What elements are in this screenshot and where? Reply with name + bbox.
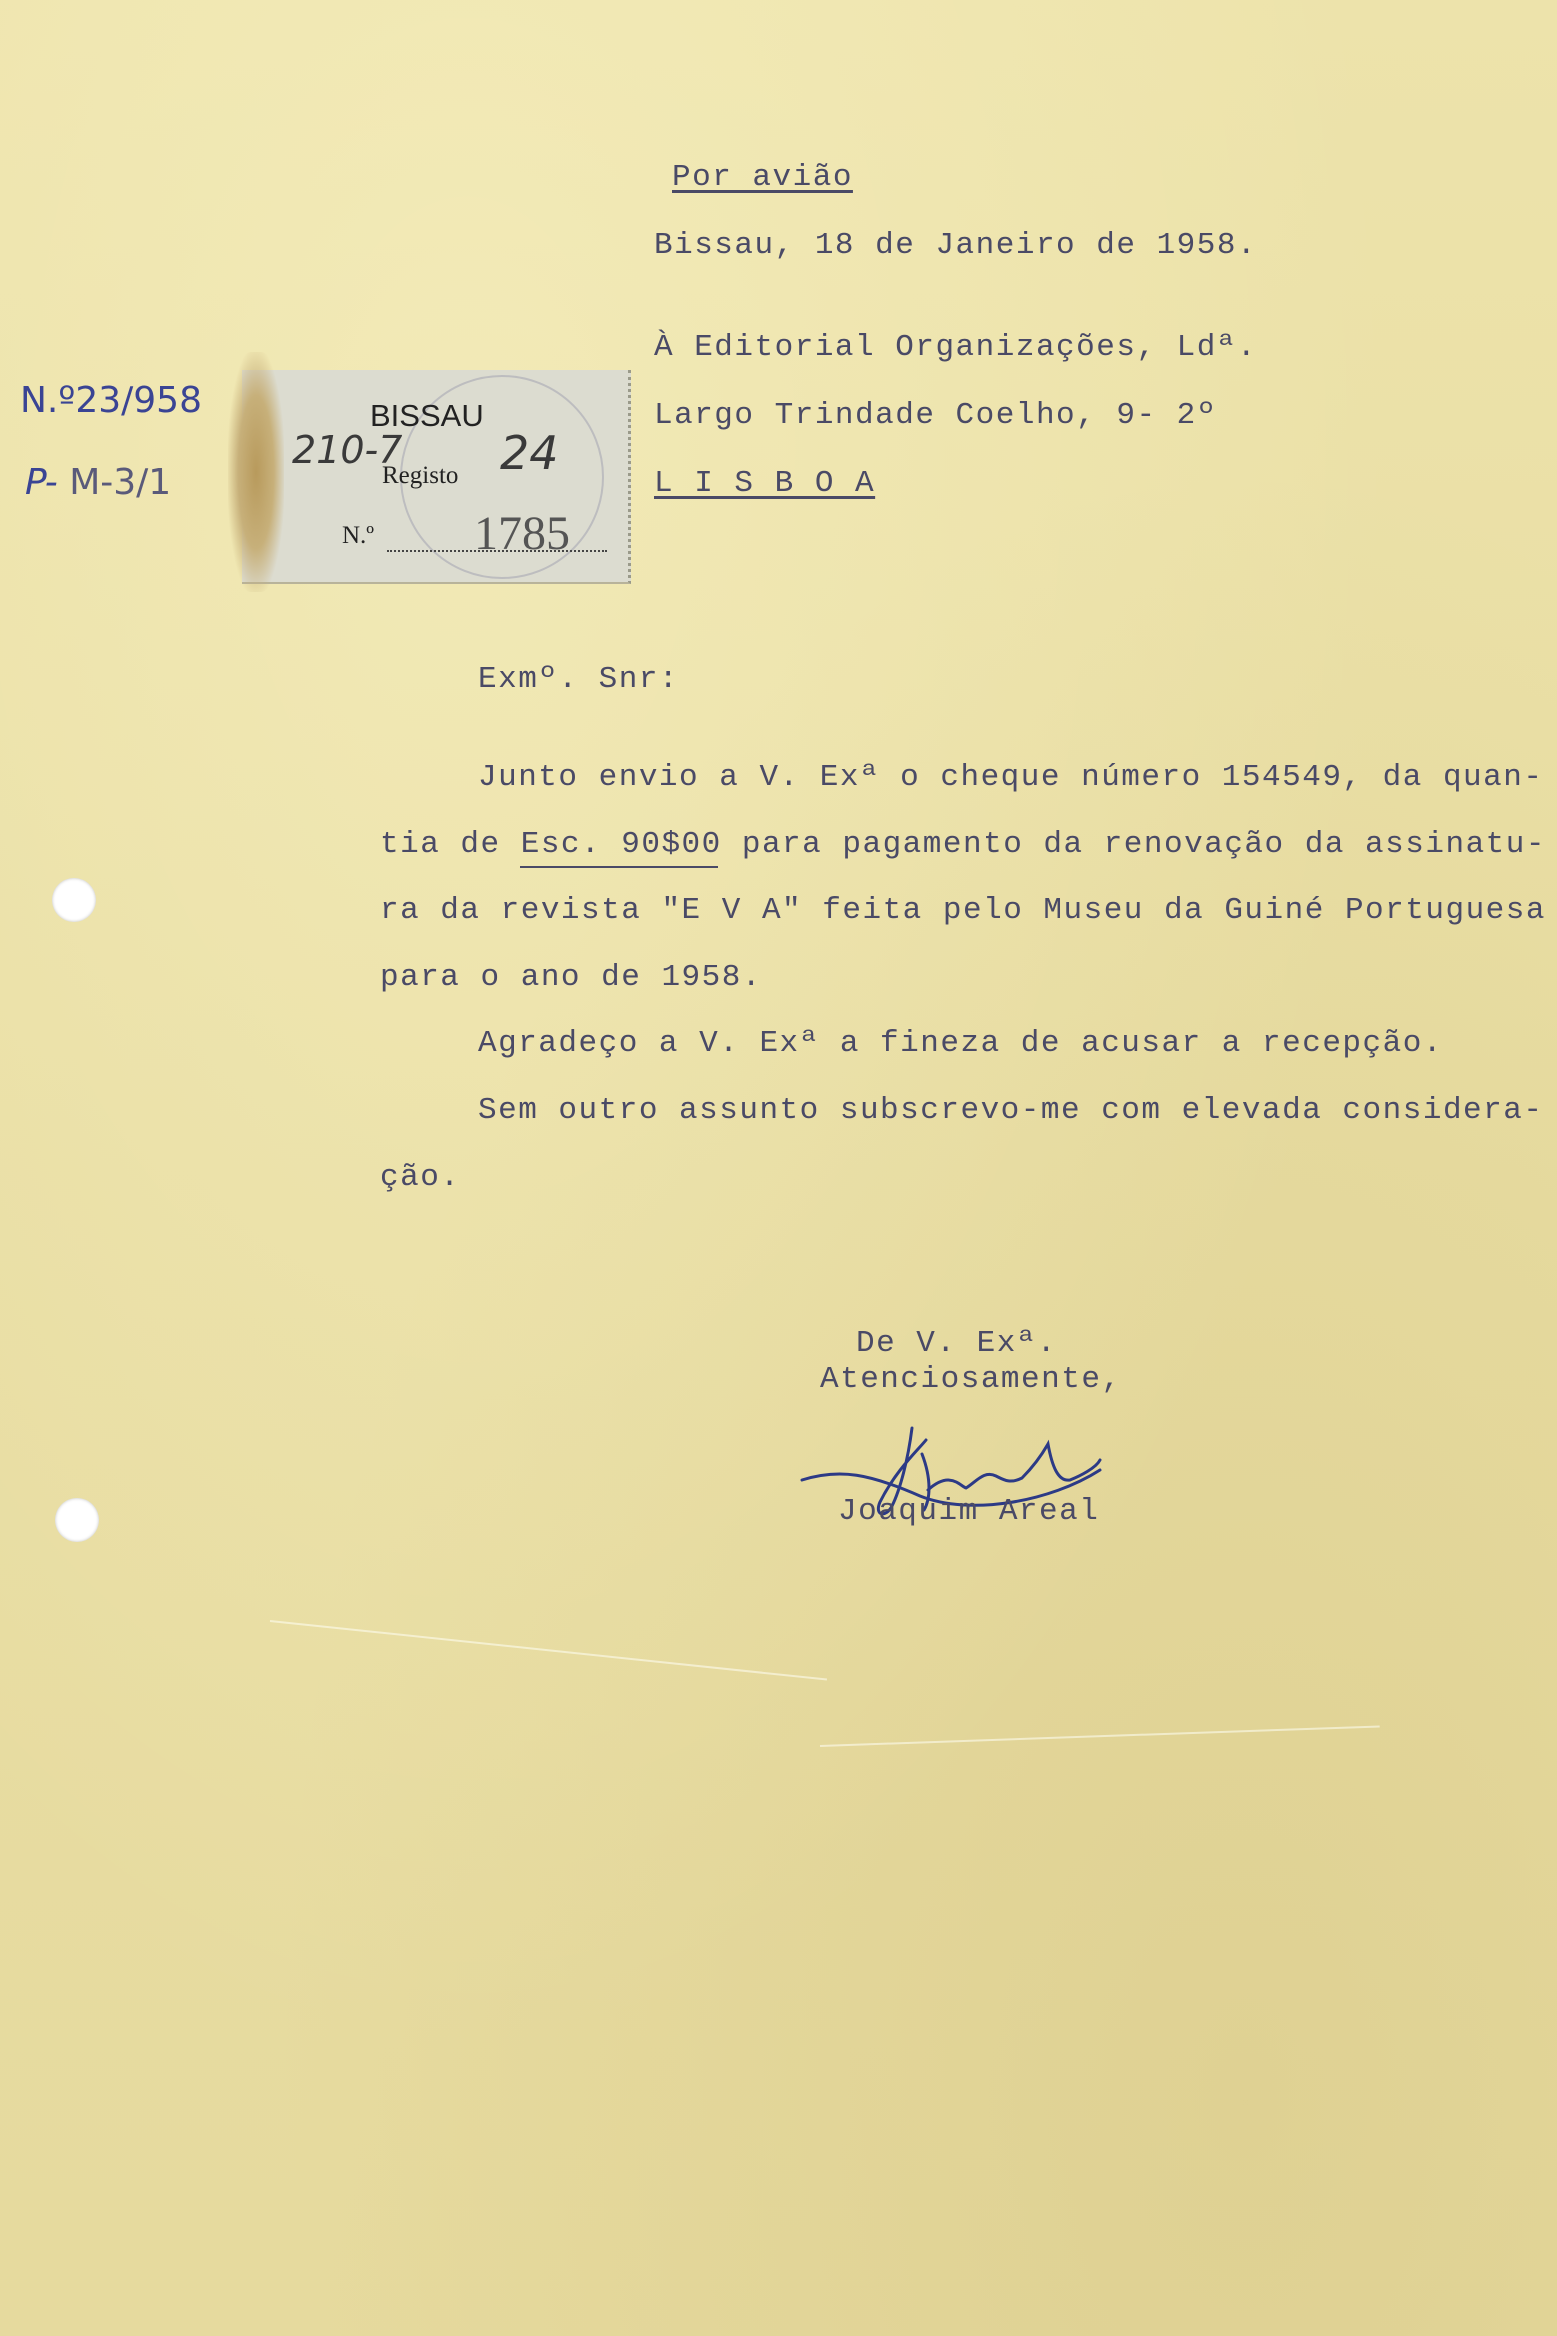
stamp-registo-label: Registo: [382, 462, 459, 489]
place-date: Bissau, 18 de Janeiro de 1958.: [654, 228, 1258, 263]
margin-note-archive: P- M-3/1: [25, 462, 172, 503]
margin-note-reference: N.º23/958: [20, 380, 202, 421]
paragraph-3-line-1: Sem outro assunto subscrevo-me com elevada considera-: [478, 1093, 1544, 1128]
paragraph-1-line-4: para o ano de 1958.: [380, 960, 762, 995]
stamp-number: 1785: [474, 507, 570, 560]
punch-hole-bottom: [55, 1498, 99, 1542]
paragraph-1-line-1: Junto envio a V. Exª o cheque número 154549, da quan-: [478, 760, 1544, 795]
stamp-number-label: N.º: [342, 522, 375, 549]
paper-crease: [270, 1620, 827, 1681]
amount-underline: [520, 866, 718, 868]
paragraph-3-line-2: ção.: [380, 1160, 461, 1195]
punch-hole-top: [52, 878, 96, 922]
recipient-line-1: À Editorial Organizações, Ldª.: [654, 330, 1258, 365]
closing-line-2: Atenciosamente,: [820, 1362, 1122, 1397]
salutation: Exmº. Snr:: [478, 662, 680, 697]
stain-mark: [228, 352, 284, 592]
signatory-name: Joaquim Areal: [838, 1494, 1100, 1529]
paper-crease: [820, 1725, 1380, 1747]
stamp-town: BISSAU: [370, 398, 484, 433]
recipient-city: L I S B O A: [654, 466, 876, 501]
closing-line-1: De V. Exª.: [856, 1326, 1058, 1361]
delivery-method: Por avião: [672, 160, 853, 195]
paragraph-1-line-3: ra da revista "E V A" feita pelo Museu da Guiné Portuguesa: [380, 893, 1546, 928]
stamp-handwritten-note: 210-7: [292, 428, 403, 472]
paragraph-1-line-2: tia de Esc. 90$00 para pagamento da renovação da assinatu-: [380, 827, 1546, 862]
stamp-handwritten-number: 24: [500, 426, 559, 480]
paragraph-2: Agradeço a V. Exª a fineza de acusar a recepção.: [478, 1026, 1443, 1061]
recipient-line-2: Largo Trindade Coelho, 9- 2º: [654, 398, 1217, 433]
registration-label: [242, 370, 631, 584]
